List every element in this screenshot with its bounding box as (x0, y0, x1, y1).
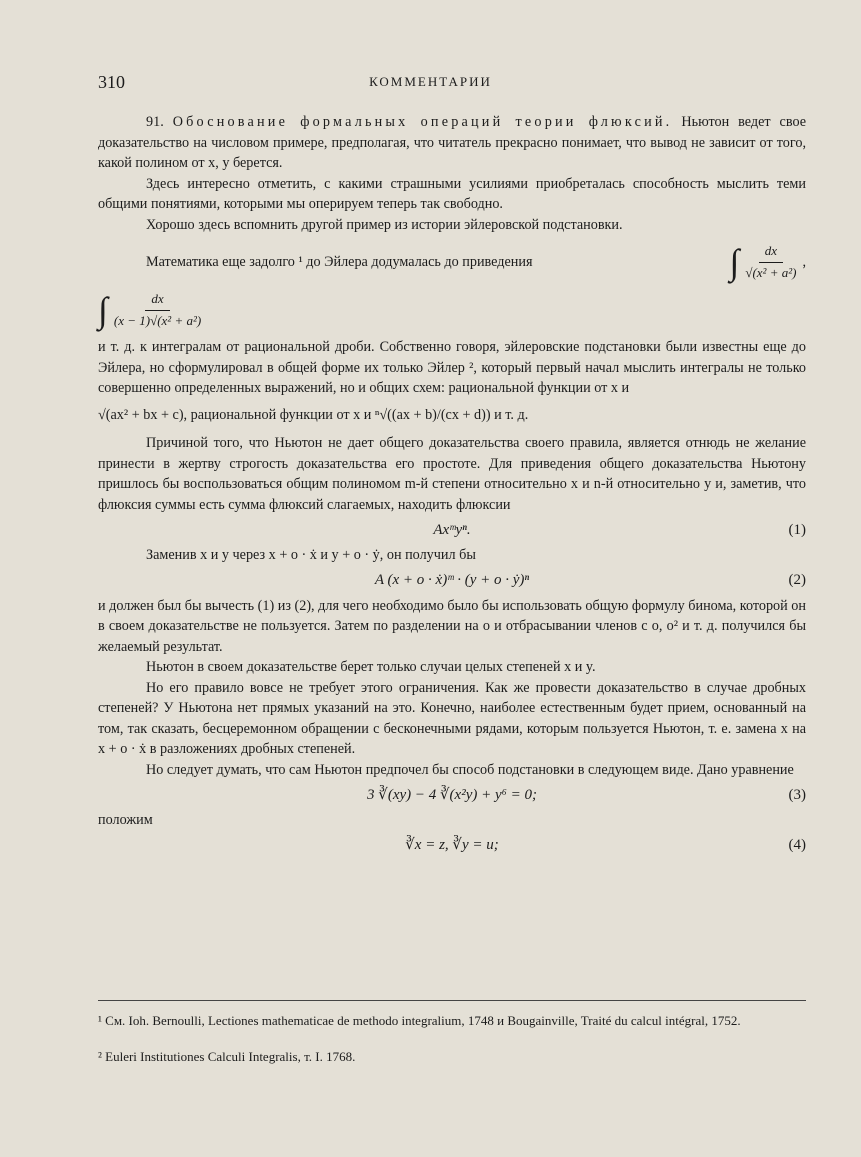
paragraph: Ньютон в своем доказательстве берет только случаи целых степеней x и y. (146, 659, 596, 675)
equation-expr: 3 ∛(xy) − 4 ∛(x²y) + y⁶ = 0; (367, 786, 537, 803)
paragraph: и т. д. к интегралам от рациональной дроби. Собственно говоря, эйлеровские подстановки были известны еще до Эйлера, но сформулировал в общей форме их только Эйлер ², который первый начал мыслить интегралы не только совершенно определенных выражений, но и общих схем: рациональной функции от x и (98, 339, 806, 396)
footnote-1: ¹ См. Ioh. Bernoulli, Lectiones mathematicae de methodo integralium, 1748 и Bougainville, Traité du calcul intégral, 1752. (98, 1013, 741, 1028)
paragraph: Но его правило вовсе не требует этого ограничения. Как же провести доказательство в случае дробных степеней? У Ньютона нет прямых указаний на это. Конечно, наиболее естественным будет прием, основанный на том, так сказать, бесцеремонном обращении с бесконечными рядами, которым пользуется Ньютон, т. е. замена x на x + o · ẋ в разложениях дробных степеней. (98, 679, 806, 757)
equation-2 (98, 566, 806, 596)
paragraph: Заменив x и y через x + o · ẋ и y + o · ẏ, он получил бы (146, 547, 476, 563)
integral-sign: ∫ (729, 242, 740, 282)
paragraph: Хорошо здесь вспомнить другой пример из истории эйлеровской подстановки. (146, 216, 623, 233)
equation-3 (98, 780, 806, 810)
paragraph-text: Ньютон ведет свое доказательство на числовом примере, предполагая, что читатель прекрасно понимает, что вывод не зависит от того, какой полином от x, y берется. (98, 114, 807, 171)
equation-expr: A (x + o · ẋ)ᵐ · (y + o · ẏ)ⁿ (374, 572, 530, 589)
equation-number: (4) (788, 837, 806, 854)
paragraph: положим (98, 812, 153, 828)
equation-expr: Axᵐyⁿ. (433, 521, 471, 538)
footnote-2: ² Euleri Institutiones Calculi Integralis, т. I. 1768. (98, 1049, 356, 1064)
running-title: КОММЕНТАРИИ (369, 74, 492, 89)
equation-number: (2) (788, 572, 806, 589)
integral-line-1: Математика еще задолго ¹ до Эйлера додумалась до приведения ∫ $\frac{dx}{\text{√(x² + a²)}}$ , (146, 242, 806, 282)
equation-number: (3) (788, 786, 806, 803)
section-title: Обоснование формальных операций теории флюксий. (172, 114, 673, 130)
footnote-divider (98, 1000, 806, 1001)
equation-1 (98, 515, 806, 545)
paragraph: Но следует думать, что сам Ньютон предпочел бы способ подстановки в следующем виде. Дано уравнение (146, 761, 794, 778)
integral-fraction: $\frac{dx}{\text{√(x² + a²)}}$ (745, 243, 797, 280)
main-text (98, 112, 806, 861)
running-header (0, 72, 861, 96)
page-number: 310 (98, 72, 125, 92)
paragraph: Здесь интересно отметить, с какими страшными усилиями приобреталась способность мыслить теми общими понятиями, которыми мы оперируем теперь так свободно. (98, 175, 806, 212)
paragraph: Математика еще задолго ¹ до Эйлера додумалась до приведения (146, 253, 533, 270)
paragraph-91 (98, 112, 806, 174)
integral-sign: ∫ (98, 290, 108, 330)
paragraph: Причиной того, что Ньютон не дает общего доказательства своего правила, является отнюдь не желание принести в жертву строгость доказательства его простоте. Для приведения общего доказательства Ньютону пришлось бы воспользоваться общим полиномом m-й степени относительно x и n-й относительно y и, заметив, что флюксия суммы есть сумма флюксий слагаемых, находить флюксии (98, 435, 806, 513)
integral-line-2 (98, 289, 806, 331)
equation-expr: ∛x = z, ∛y = u; (405, 837, 499, 854)
paragraph: √(ax² + bx + c), рациональной функции от x и ⁿ√((ax + b)/(cx + d)) и т. д. (98, 406, 529, 423)
equation-number: (1) (788, 521, 806, 538)
paragraph: и должен был бы вычесть (1) из (2), для чего необходимо было бы использовать общую формулу бинома, которой он в своем доказательстве не пользуется. Затем по разделении на o и отбрасывании членов с o, o² и т. д. получился бы желаемый результат. (98, 597, 806, 655)
equation-4 (98, 831, 806, 861)
section-number: 91. (146, 114, 164, 130)
integral-fraction: $\frac{dx}{\text{(x − 1)√(x² + a²)}}$ (113, 291, 202, 328)
